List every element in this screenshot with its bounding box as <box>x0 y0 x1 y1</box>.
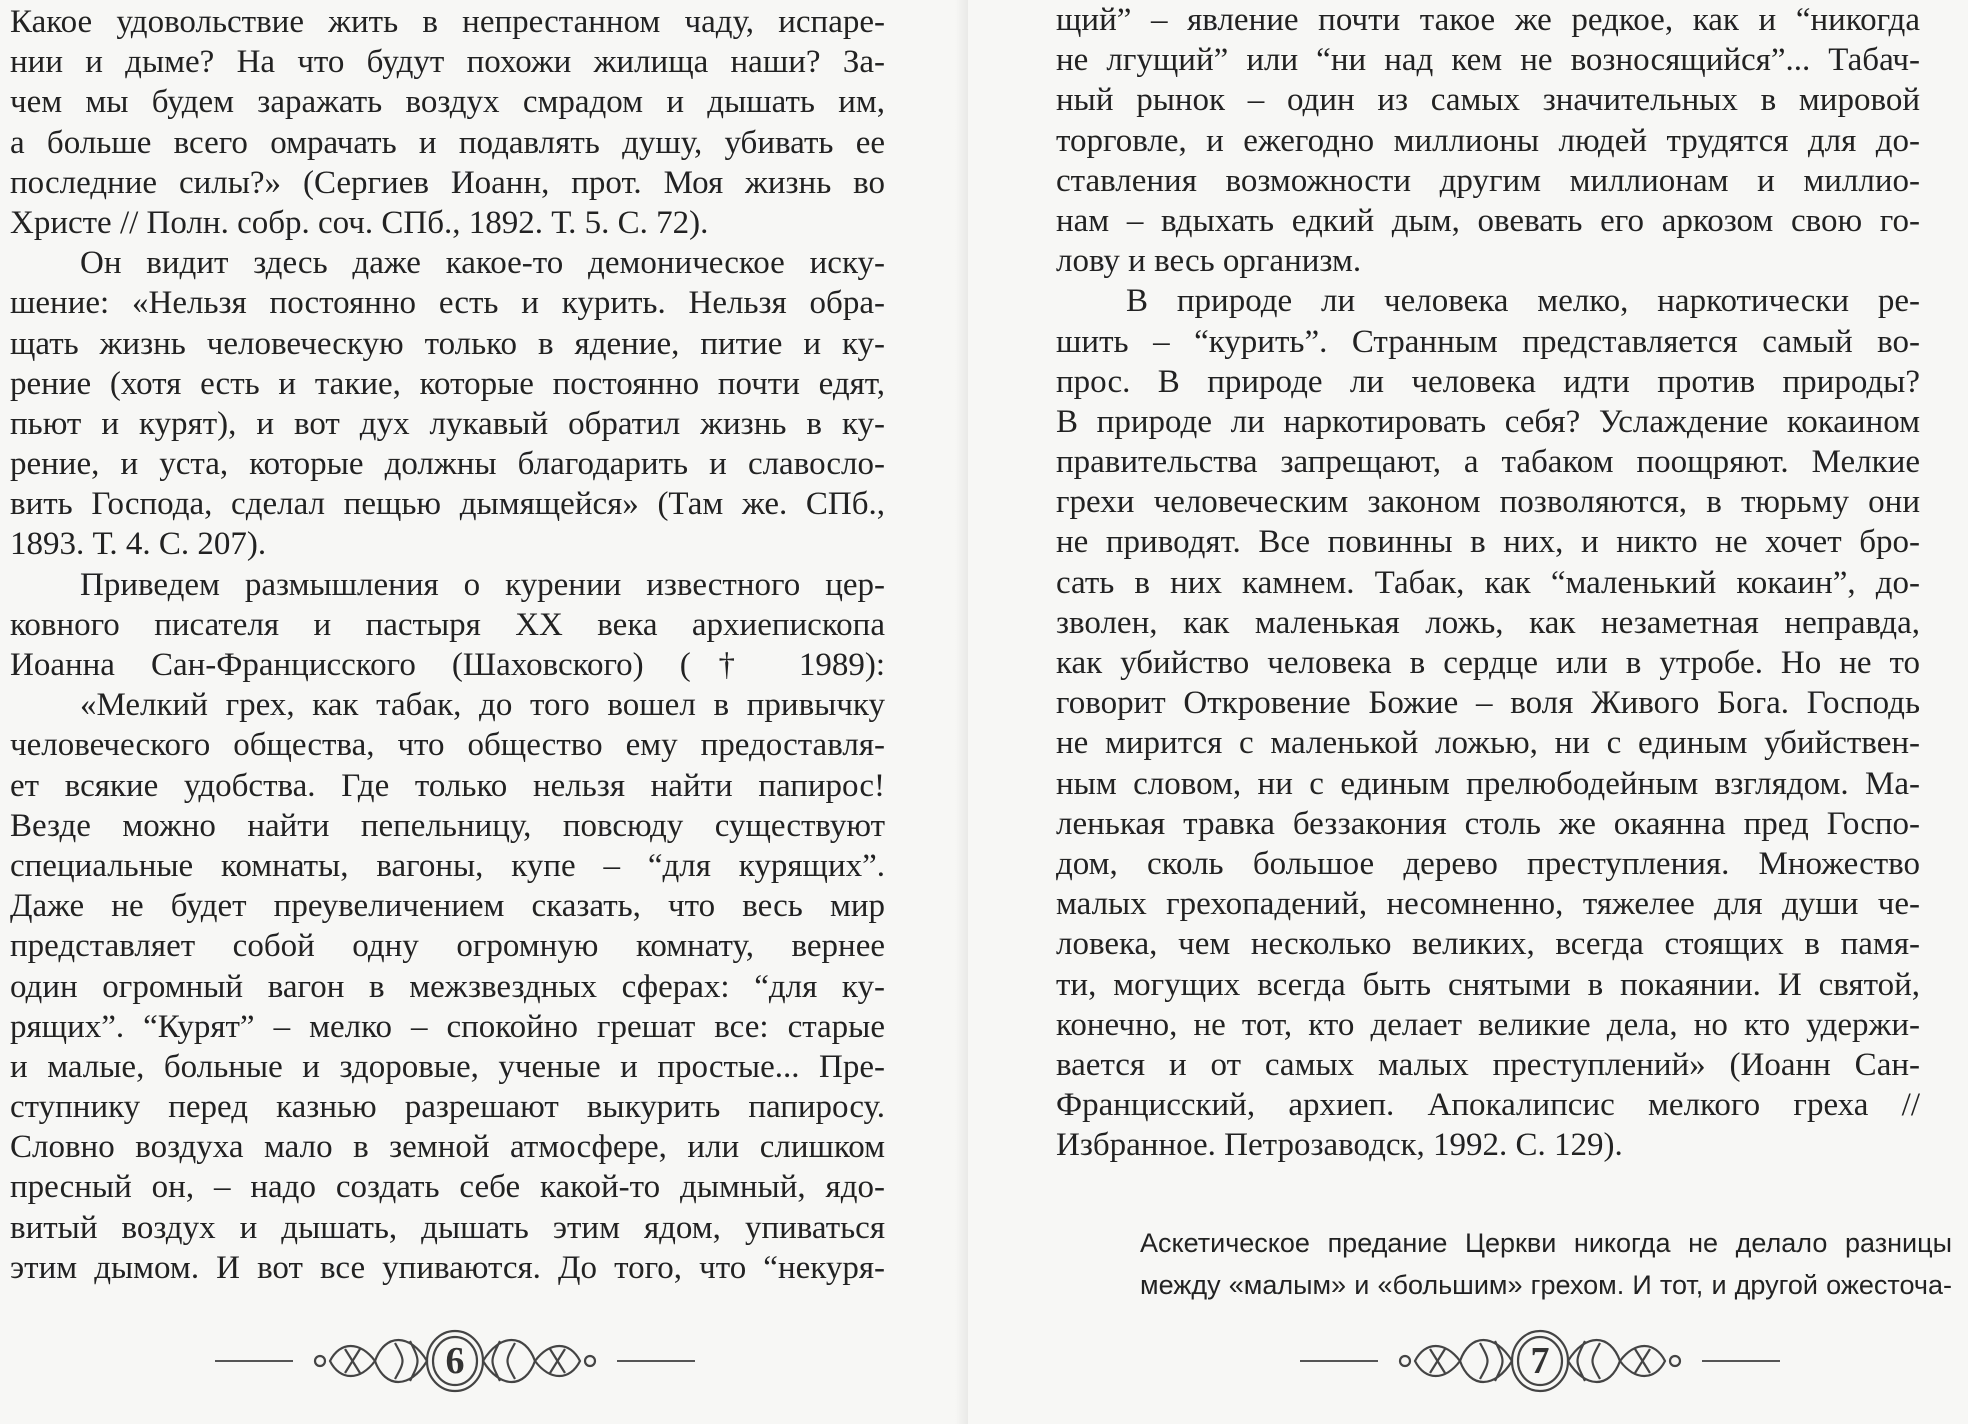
text-line: между «малым» и «большим» грехом. И тот, и другой ожесточа- <box>1140 1270 1952 1300</box>
text-line: Францисский, архиеп. Апокалипсис мелкого греха // <box>1056 1087 1920 1124</box>
text-line: и малые, больные и здоровые, ученые и простые... Пре- <box>10 1048 885 1085</box>
text-line: Везде можно найти пепельницу, повсюду существуют <box>10 807 885 844</box>
footer-rule-right <box>1702 1360 1780 1362</box>
text-line: щий” – явление почти такое же редкое, как и “никогда <box>1056 2 1920 38</box>
text-line: щать жизнь человеческую только в ядение, питие и ку- <box>10 325 885 362</box>
text-line: прос. В природе ли человека идти против природы? <box>1056 363 1920 400</box>
text-line: Избранное. Петрозаводск, 1992. С. 129). <box>1056 1127 1623 1164</box>
text-line: этим дымом. И вот все упиваются. До того, что “некуря- <box>10 1249 885 1286</box>
next-section-intro <box>1140 1222 1952 1306</box>
text-line: малых грехопадений, несомненно, тяжелее для души че- <box>1056 886 1920 923</box>
text-line: рение (хотя есть и такие, которые постоянно почти едят, <box>10 365 885 402</box>
text-line: Христе // Полн. собр. соч. СПб., 1892. Т. 5. С. 72). <box>10 204 709 241</box>
text-line: конечно, не тот, кто делает великие дела, но кто удержи- <box>1056 1006 1920 1043</box>
page-number-left: 6 <box>445 1340 465 1382</box>
text-line: грехи человеческим законом позволяются, в тюрьму они <box>1056 484 1920 521</box>
text-line: торговле, и ежегодно миллионы людей трудятся для до- <box>1056 122 1920 159</box>
text-line: пьют и курят), и вот дух лукавый обратил жизнь в ку- <box>10 405 885 442</box>
text-line: дом, сколь большое дерево преступления. Множество <box>1056 845 1920 882</box>
text-line: В природе ли наркотировать себя? Услаждение кокаином <box>1056 403 1920 440</box>
text-line: один огромный вагон в межзвездных сферах: “для ку- <box>10 968 885 1005</box>
text-line: Какое удовольствие жить в непрестанном чаду, испаре- <box>10 4 885 40</box>
text-line: правительства запрещают, а табаком поощряют. Мелкие <box>1056 444 1920 481</box>
text-line: нам – вдыхать едкий дым, овевать его аркозом свою го- <box>1056 202 1920 239</box>
footer-rule-left <box>215 1360 293 1362</box>
text-line: ленькая травка беззакония столь же окаянна пред Госпо- <box>1056 805 1920 842</box>
text-line: зволен, как маленькая ложь, как незаметная неправда, <box>1056 604 1920 641</box>
right-page-footer <box>1300 1323 1780 1399</box>
text-line: 1893. Т. 4. С. 207). <box>10 526 267 563</box>
text-line: Даже не будет преувеличением сказать, что весь мир <box>10 888 885 925</box>
text-line: Приведем размышления о курении известного цер- <box>80 566 885 603</box>
text-line: шить – “курить”. Странным представляется самый во- <box>1056 323 1920 360</box>
text-line: как убийство человека в сердце или в утробе. Но не то <box>1056 645 1920 681</box>
text-line: Аскетическое предание Церкви никогда не делало разницы <box>1140 1228 1952 1258</box>
text-line: представляет собой одну огромную комнату, вернее <box>10 928 885 965</box>
page-number-right: 7 <box>1530 1340 1550 1382</box>
text-line: сать в них камнем. Табак, как “маленький кокаин”, до- <box>1056 564 1920 601</box>
text-line: ловека, чем несколько великих, всегда стоящих в памя- <box>1056 926 1920 963</box>
text-line: лову и весь организм. <box>1056 243 1362 280</box>
text-line: а больше всего омрачать и подавлять душу, убивать ее <box>10 124 885 161</box>
text-line: ступнику перед казнью разрешают выкурить папиросу. <box>10 1089 885 1126</box>
text-line: «Мелкий грех, как табак, до того вошел в привычку <box>80 687 885 724</box>
text-line: не приводят. Все повинны в них, и никто не хочет бро- <box>1056 524 1920 561</box>
text-line: говорит Откровение Божие – воля Живого Бога. Господь <box>1056 685 1920 722</box>
text-line: последние силы?» (Сергиев Иоанн, прот. Моя жизнь во <box>10 164 885 201</box>
text-line: вается и от самых малых преступлений» (Иоанн Сан- <box>1056 1046 1920 1083</box>
text-line: Иоанна Сан-Францисского (Шаховского) († 1989): <box>10 647 885 683</box>
text-line: специальные комнаты, вагоны, купе – “для курящих”. <box>10 847 885 884</box>
text-line: ставления возможности другим миллионам и миллио- <box>1056 162 1920 199</box>
text-line: вить Господа, сделал пещью дымящейся» (Там же. СПб., <box>10 486 885 523</box>
text-line: Он видит здесь даже какое-то демоническое иску- <box>80 245 885 282</box>
text-line: ти, могущих всегда быть снятыми в покаянии. И святой, <box>1056 966 1920 1003</box>
left-page <box>0 0 968 1424</box>
left-page-text <box>10 2 885 1288</box>
text-line: ет всякие удобства. Где только нельзя найти папирос! <box>10 767 885 804</box>
text-line: ный рынок – один из самых значительных в мировой <box>1056 82 1920 119</box>
text-line: шение: «Нельзя постоянно есть и курить. Нельзя обра- <box>10 285 885 322</box>
text-line: В природе ли человека мелко, наркотически ре- <box>1126 283 1920 320</box>
text-line: пресный он, – надо создать себе какой-то дымный, ядо- <box>10 1169 885 1206</box>
text-line: нии и дыме? На что будут похожи жилища наши? За- <box>10 44 885 81</box>
right-page-text <box>1056 0 1920 1165</box>
right-page <box>968 0 1968 1424</box>
footer-rule-right <box>617 1360 695 1362</box>
text-line: рение, и уста, которые должны благодарить и славосло- <box>10 446 885 483</box>
text-line: не мирится с маленькой ложью, ни с единым убийствен- <box>1056 725 1920 762</box>
text-line: не лгущий” или “ни над кем не возносящийся”... Табач- <box>1056 42 1920 79</box>
text-line: витый воздух и дышать, дышать этим ядом, упиваться <box>10 1209 885 1246</box>
left-page-footer <box>215 1323 695 1399</box>
text-line: ковного писателя и пастыря XX века архиепископа <box>10 606 885 643</box>
text-line: ным словом, ни с единым прелюбодейным взглядом. Ма- <box>1056 765 1920 802</box>
text-line: Словно воздуха мало в земной атмосфере, или слишком <box>10 1129 885 1166</box>
text-line: человеческого общества, что общество ему предоставля- <box>10 727 885 764</box>
footer-rule-left <box>1300 1360 1378 1362</box>
text-line: чем мы будем заражать воздух смрадом и дышать им, <box>10 84 885 121</box>
text-line: рящих”. “Курят” – мелко – спокойно грешат все: старые <box>10 1008 885 1045</box>
